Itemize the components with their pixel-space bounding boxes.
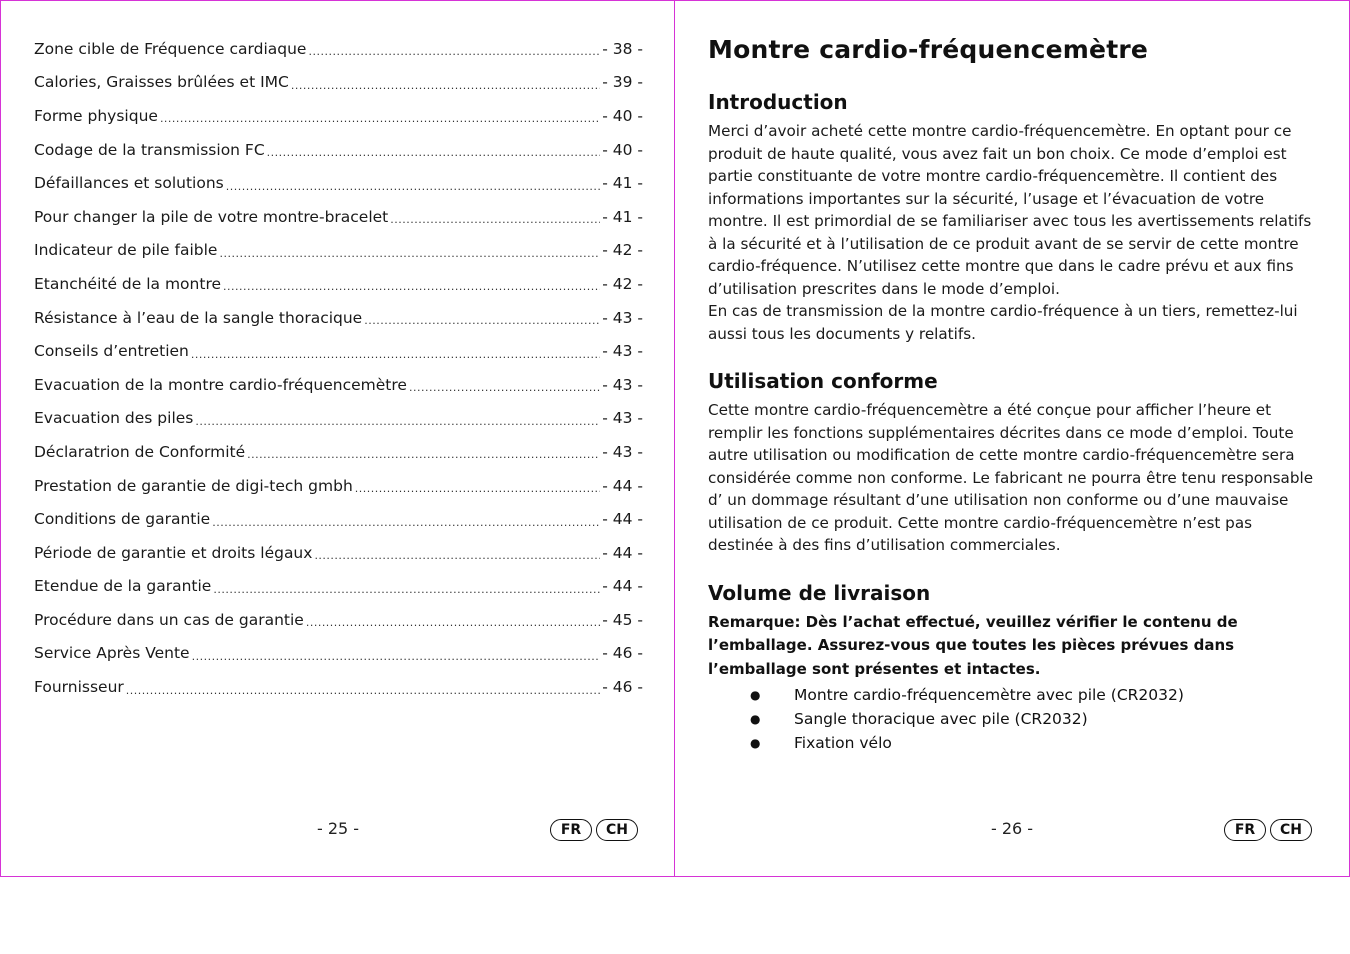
section-introduction xyxy=(708,90,1318,345)
toc-entry-page: - 41 - xyxy=(602,207,643,226)
toc-leader-dots xyxy=(409,381,600,394)
toc-entry-page: - 40 - xyxy=(602,106,643,125)
country-badges xyxy=(1224,819,1312,841)
toc-entry xyxy=(34,402,643,436)
page-number: - 25 - xyxy=(317,819,360,838)
toc-entry-page: - 46 - xyxy=(602,678,643,697)
toc-entry-title: Forme physique xyxy=(34,106,158,125)
toc-entry-title: Prestation de garantie de digi-tech gmbh xyxy=(34,476,353,495)
section-heading: Utilisation conforme xyxy=(708,369,938,393)
toc-leader-dots xyxy=(247,448,600,461)
section-heading: Volume de livraison xyxy=(708,580,931,605)
delivery-list xyxy=(708,683,1318,755)
toc-entry-title: Calories, Graisses brûlées et IMC xyxy=(34,73,289,92)
toc-entry xyxy=(34,570,643,604)
toc-leader-dots xyxy=(291,79,600,92)
right-page xyxy=(674,0,1350,877)
toc-entry xyxy=(34,234,643,268)
toc-entry-page: - 42 - xyxy=(602,274,643,293)
badge-fr: FR xyxy=(550,819,592,841)
section-text-2: En cas de transmission de la montre cardio-fréquence à un tiers, remettez-lui aussi tous les documents y relatifs. xyxy=(708,302,1298,343)
toc-entry xyxy=(34,99,643,133)
toc-entry-title: Etanchéité de la montre xyxy=(34,274,222,293)
toc-entry xyxy=(34,502,643,536)
toc-entry xyxy=(34,435,643,469)
page-title: Montre cardio-fréquencemètre xyxy=(708,35,1149,64)
toc-leader-dots xyxy=(364,314,600,327)
toc-leader-dots xyxy=(226,180,601,193)
section-volume-de-livraison xyxy=(708,581,1318,756)
toc-entry-title: Conditions de garantie xyxy=(34,510,211,529)
toc-entry-page: - 43 - xyxy=(602,409,643,428)
section-utilisation-conforme xyxy=(708,369,1318,557)
page-number: - 26 - xyxy=(991,819,1034,838)
toc-entry-title: Procédure dans un cas de garantie xyxy=(34,610,304,629)
list-item xyxy=(708,683,1318,707)
toc-leader-dots xyxy=(223,280,600,293)
page-content xyxy=(708,35,1318,779)
toc-leader-dots xyxy=(212,516,600,529)
toc-leader-dots xyxy=(126,684,600,697)
list-item-label: Montre cardio-fréquencemètre avec pile (CR2032) xyxy=(794,686,1184,704)
toc-entry-page: - 44 - xyxy=(602,543,643,562)
toc-entry-page: - 45 - xyxy=(602,610,643,629)
toc-entry-page: - 44 - xyxy=(602,476,643,495)
toc-entry-page: - 39 - xyxy=(602,73,643,92)
section-text: Merci d’avoir acheté cette montre cardio-fréquencemètre. En optant pour ce produit de haute qualité, vous avez fait un bon choix. Ce mode d’emploi est partie constituante de votre montre cardio-fréquencemètre. Il contient des informations importantes sur la sécurité, l’usage et l’évacuation de votre montre. Il est primordial de se familiariser avec tous les avertissements relatifs à la sécurité et à l’utilisation de ce produit avant de se servir de cette montre cardio-fréquence. N’utilisez cette montre que dans le cadre prévu et aux fins d’utilisation prescrites dans le mode d’emploi. xyxy=(708,122,1312,298)
list-item xyxy=(708,731,1318,755)
toc-entry-title: Indicateur de pile faible xyxy=(34,241,218,260)
toc-entry xyxy=(34,166,643,200)
toc-entry-title: Pour changer la pile de votre montre-bracelet xyxy=(34,207,389,226)
toc-entry-title: Evacuation des piles xyxy=(34,409,194,428)
toc-leader-dots xyxy=(195,415,600,428)
table-of-contents xyxy=(34,32,643,704)
list-item-label: Fixation vélo xyxy=(794,734,892,752)
toc-entry xyxy=(34,670,643,704)
toc-entry-title: Résistance à l’eau de la sangle thoracique xyxy=(34,308,363,327)
country-badges xyxy=(550,819,638,841)
toc-entry xyxy=(34,133,643,167)
toc-entry xyxy=(34,66,643,100)
toc-entry-title: Zone cible de Fréquence cardiaque xyxy=(34,39,307,58)
toc-leader-dots xyxy=(308,45,600,58)
toc-entry-page: - 46 - xyxy=(602,644,643,663)
toc-entry-page: - 41 - xyxy=(602,174,643,193)
toc-leader-dots xyxy=(219,247,600,260)
toc-leader-dots xyxy=(191,348,600,361)
toc-entry xyxy=(34,267,643,301)
toc-entry xyxy=(34,603,643,637)
toc-entry-page: - 43 - xyxy=(602,308,643,327)
toc-entry xyxy=(34,301,643,335)
section-text: Cette montre cardio-fréquencemètre a été conçue pour afficher l’heure et remplir les fonctions supplémentaires décrites dans ce mode d’emploi. Toute autre utilisation ou modification de cette montre cardio-fréquencemètre sera considérée comme non conforme. Le fabricant ne pourra être tenu responsable d’ un dommage résultant d’une utilisation non conforme ou d’une mauvaise utilisation de ce produit. Cette montre cardio-fréquencemètre n’est pas destinée à des fins d’utilisation commerciales. xyxy=(708,401,1314,554)
toc-entry-title: Déclaratrion de Conformité xyxy=(34,442,246,461)
toc-entry xyxy=(34,368,643,402)
list-item xyxy=(708,707,1318,731)
toc-entry-title: Codage de la transmission FC xyxy=(34,140,265,159)
remark-text: Remarque: Dès l’achat effectué, veuillez vérifier le contenu de l’emballage. Assurez-vous que toutes les pièces prévues dans l’emballage sont présentes et intactes. xyxy=(708,612,1238,678)
left-page xyxy=(0,0,675,877)
badge-ch: CH xyxy=(596,819,638,841)
toc-entry-page: - 43 - xyxy=(602,442,643,461)
toc-entry xyxy=(34,469,643,503)
toc-entry-title: Service Après Vente xyxy=(34,644,190,663)
toc-entry xyxy=(34,536,643,570)
bullet-icon: ● xyxy=(750,736,761,750)
toc-entry-page: - 43 - xyxy=(602,342,643,361)
badge-fr: FR xyxy=(1224,819,1266,841)
bullet-icon: ● xyxy=(750,712,761,726)
list-item-label: Sangle thoracique avec pile (CR2032) xyxy=(794,710,1088,728)
toc-leader-dots xyxy=(390,213,600,226)
section-heading: Introduction xyxy=(708,90,848,114)
toc-entry-page: - 38 - xyxy=(602,39,643,58)
toc-leader-dots xyxy=(213,583,600,596)
toc-leader-dots xyxy=(355,482,600,495)
toc-entry-page: - 44 - xyxy=(602,510,643,529)
toc-entry-title: Etendue de la garantie xyxy=(34,577,212,596)
toc-leader-dots xyxy=(192,650,601,663)
toc-entry xyxy=(34,200,643,234)
toc-entry-title: Conseils d’entretien xyxy=(34,342,189,361)
toc-entry-page: - 42 - xyxy=(602,241,643,260)
toc-entry-page: - 43 - xyxy=(602,375,643,394)
toc-entry-title: Défaillances et solutions xyxy=(34,174,224,193)
toc-entry-title: Fournisseur xyxy=(34,678,124,697)
toc-entry-title: Période de garantie et droits légaux xyxy=(34,543,313,562)
toc-entry-page: - 44 - xyxy=(602,577,643,596)
toc-entry xyxy=(34,334,643,368)
toc-leader-dots xyxy=(160,112,600,125)
badge-ch: CH xyxy=(1270,819,1312,841)
toc-entry-title: Evacuation de la montre cardio-fréquencemètre xyxy=(34,375,407,394)
toc-leader-dots xyxy=(306,616,600,629)
toc-entry-page: - 40 - xyxy=(602,140,643,159)
toc-leader-dots xyxy=(314,549,600,562)
toc-leader-dots xyxy=(267,146,601,159)
toc-entry xyxy=(34,32,643,66)
toc-entry xyxy=(34,637,643,671)
bullet-icon: ● xyxy=(750,688,761,702)
